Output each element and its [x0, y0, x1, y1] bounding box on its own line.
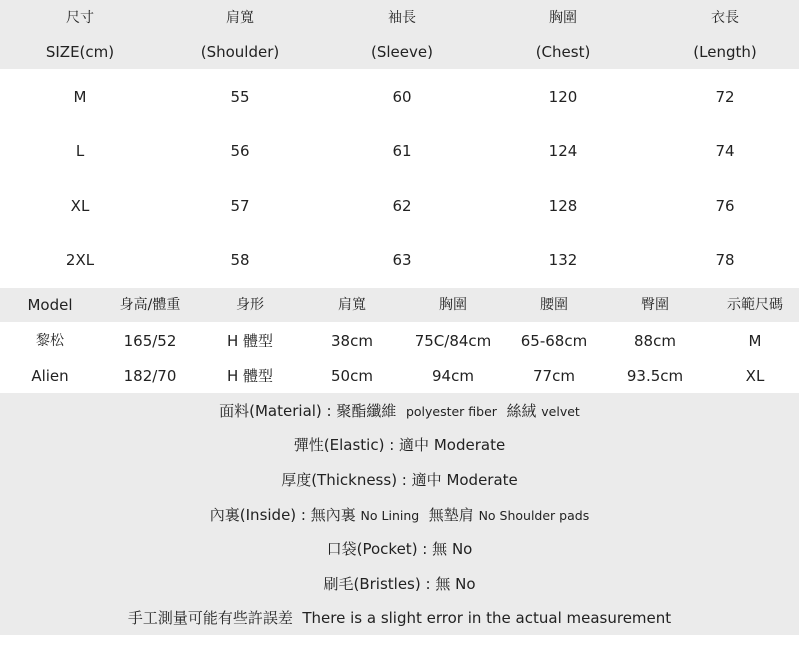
- hip-cell: 93.5cm: [626, 367, 684, 385]
- elastic-value-en: Moderate: [433, 436, 506, 454]
- table-row: [0, 191, 799, 221]
- thickness-label: 厚度(Thickness) :: [281, 471, 412, 489]
- waist-cell: 65-68cm: [520, 332, 588, 350]
- chest-cell: 120: [548, 88, 578, 106]
- bristles-value-en: No: [455, 575, 476, 593]
- model-header-cell: Model: [27, 296, 73, 314]
- size-table-header: [0, 0, 799, 69]
- thickness-value-en: Moderate: [446, 471, 518, 489]
- chest-cell: 124: [548, 142, 578, 160]
- sleeve-cell: 60: [392, 88, 412, 106]
- fabric-info-panel: [0, 393, 799, 635]
- shoulder-cell: 58: [230, 251, 250, 269]
- size-header-en-cell: SIZE(cm): [45, 43, 115, 61]
- size-header-cn-row: [0, 3, 799, 33]
- size-cell: L: [75, 142, 85, 160]
- sample-size-cell: XL: [745, 367, 765, 385]
- height-weight-cell: 165/52: [123, 332, 177, 350]
- sleeve-header-en-cell: (Sleeve): [371, 43, 433, 61]
- sample-size-header-cell: 示範尺碼: [727, 297, 783, 313]
- table-row: [0, 326, 799, 356]
- sleeve-cell: 61: [392, 142, 412, 160]
- length-cell: 72: [715, 88, 735, 106]
- body-type-header-cell: 身形: [236, 297, 264, 313]
- length-header-en-cell: (Length): [693, 43, 757, 61]
- shoulder-header-cell: 肩寬: [338, 297, 366, 313]
- chest-cell: 94cm: [432, 367, 474, 385]
- inside-value-en: No Lining: [360, 508, 420, 523]
- elastic-line: [0, 433, 799, 457]
- shoulder-header-cell: 肩寬: [226, 10, 254, 26]
- height-weight-cell: 182/70: [123, 367, 177, 385]
- waist-cell: 77cm: [533, 367, 575, 385]
- length-header-cell: 衣長: [711, 10, 739, 26]
- model-name-cell: 黎松: [36, 333, 64, 349]
- size-cell: XL: [70, 197, 90, 215]
- pocket-value-cn: 無: [432, 540, 448, 558]
- pocket-value-en: No: [451, 540, 473, 558]
- material-line: [0, 399, 799, 423]
- sleeve-cell: 62: [392, 197, 412, 215]
- inside-label: 內裏(Inside) :: [209, 506, 311, 524]
- bristles-label: 刷毛(Bristles) :: [323, 575, 436, 593]
- chest-cell: 75C/84cm: [414, 332, 492, 350]
- size-cell: 2XL: [65, 251, 95, 269]
- model-header-row: [0, 290, 799, 320]
- hip-header-cell: 臀圍: [641, 297, 669, 313]
- measurement-note-line: [0, 606, 799, 630]
- chest-cell: 128: [548, 197, 578, 215]
- body-type-cell: H 體型: [226, 367, 274, 385]
- height-weight-header-cell: 身高/體重: [119, 297, 181, 313]
- body-type-cell: H 體型: [226, 332, 274, 350]
- inside-value2-cn: 無墊肩: [428, 506, 474, 524]
- shoulder-cell: 38cm: [331, 332, 373, 350]
- elastic-value-cn: 適中: [399, 436, 430, 454]
- note-value-en: There is a slight error in the actual measurement: [302, 609, 672, 627]
- shoulder-cell: 55: [230, 88, 250, 106]
- thickness-line: [0, 468, 799, 492]
- sleeve-cell: 63: [392, 251, 412, 269]
- waist-header-cell: 腰圍: [540, 297, 568, 313]
- model-name-cell: Alien: [31, 367, 69, 385]
- length-cell: 78: [715, 251, 735, 269]
- inside-value2-en: No Shoulder pads: [478, 508, 590, 523]
- shoulder-cell: 56: [230, 142, 250, 160]
- material-value-en: polyester fiber: [405, 404, 497, 419]
- thickness-value-cn: 適中: [411, 471, 442, 489]
- table-row: [0, 82, 799, 112]
- pocket-line: [0, 537, 799, 561]
- model-table-body: [0, 322, 799, 393]
- bristles-value-cn: 無: [435, 575, 451, 593]
- elastic-label: 彈性(Elastic) :: [293, 436, 400, 454]
- hip-cell: 88cm: [634, 332, 676, 350]
- table-row: [0, 136, 799, 166]
- table-row: [0, 361, 799, 391]
- length-cell: 76: [715, 197, 735, 215]
- material-value2-cn: 絲絨: [506, 402, 537, 420]
- shoulder-header-en-cell: (Shoulder): [200, 43, 280, 61]
- size-cell: M: [73, 88, 87, 106]
- size-header-cell: 尺寸: [66, 10, 94, 26]
- pocket-label: 口袋(Pocket) :: [326, 540, 433, 558]
- inside-line: [0, 503, 799, 527]
- material-value-cn: 聚酯纖維: [336, 402, 397, 420]
- chest-header-cell: 胸圍: [549, 10, 577, 26]
- model-table-header: [0, 288, 799, 322]
- inside-value-cn: 無內裏: [310, 506, 356, 524]
- chest-header-en-cell: (Chest): [535, 43, 591, 61]
- material-value2-en: velvet: [541, 404, 580, 419]
- table-row: [0, 245, 799, 275]
- chest-header-cell: 胸圍: [439, 297, 467, 313]
- sleeve-header-cell: 袖長: [388, 10, 416, 26]
- bristles-line: [0, 572, 799, 596]
- sample-size-cell: M: [748, 332, 762, 350]
- shoulder-cell: 57: [230, 197, 250, 215]
- chest-cell: 132: [548, 251, 578, 269]
- note-value-cn: 手工測量可能有些許誤差: [127, 609, 293, 627]
- size-header-en-row: [0, 37, 799, 67]
- material-label: 面料(Material) :: [219, 402, 337, 420]
- size-table-body: [0, 69, 799, 288]
- length-cell: 74: [715, 142, 735, 160]
- shoulder-cell: 50cm: [331, 367, 373, 385]
